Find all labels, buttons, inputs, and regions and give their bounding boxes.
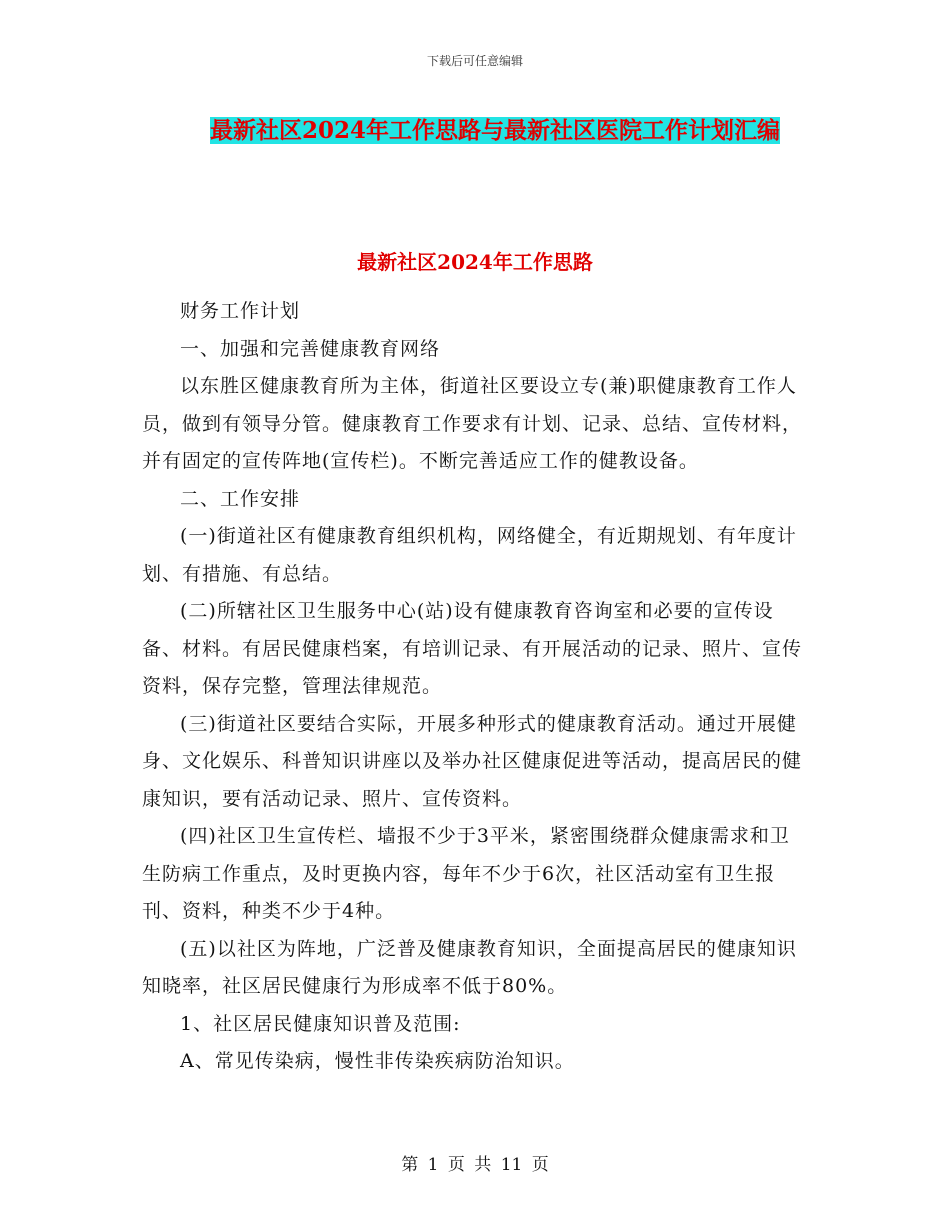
paragraph: A、常见传染病，慢性非传染疾病防治知识。 — [180, 1050, 575, 1072]
paragraph: (四)社区卫生宣传栏、墙报不少于3平米，紧密围绕群众健康需求和卫生防病工作重点，及时更换内容，每年不少于6次，社区活动室有卫生报刊、资料，种类不少于4种。 — [142, 825, 790, 922]
section-title: 最新社区2024年工作思路 — [357, 250, 593, 274]
paragraph: 以东胜区健康教育所为主体，街道社区要设立专(兼)职健康教育工作人员，做到有领导分管。健康教育工作要求有计划、记录、总结、宣传材料，并有固定的宣传阵地(宣传栏)。不断完善适应工作的健教设备。 — [142, 375, 803, 472]
page-footer: 第 1 页 共 11 页 — [401, 1155, 549, 1175]
paragraph: (三)街道社区要结合实际，开展多种形式的健康教育活动。通过开展健身、文化娱乐、科普知识讲座以及举办社区健康促进等活动，提高居民的健康知识，要有活动记录、照片、宣传资料。 — [142, 712, 803, 810]
paragraph: (二)所辖社区卫生服务中心(站)设有健康教育咨询室和必要的宣传设备、材料。有居民健康档案，有培训记录、有开展活动的记录、照片、宣传资料，保存完整，管理法律规范。 — [142, 600, 803, 697]
document-body — [142, 293, 808, 1081]
document-title — [175, 111, 815, 151]
paragraph: (一)街道社区有健康教育组织机构，网络健全，有近期规划、有年度计划、有措施、有总结。 — [142, 525, 797, 585]
paragraph: 1、社区居民健康知识普及范围: — [180, 1012, 461, 1035]
paragraph: 二、工作安排 — [180, 487, 301, 510]
paragraph: (五)以社区为阵地，广泛普及健康教育知识，全面提高居民的健康知识知晓率，社区居民健康行为形成率不低于80%。 — [142, 937, 797, 997]
paragraph: 一、加强和完善健康教育网络 — [180, 337, 441, 360]
page-header: 下载后可任意编辑 — [426, 54, 523, 68]
document-title-text: 最新社区2024年工作思路与最新社区医院工作计划汇编 — [209, 117, 780, 144]
paragraph: 财务工作计划 — [180, 300, 301, 322]
